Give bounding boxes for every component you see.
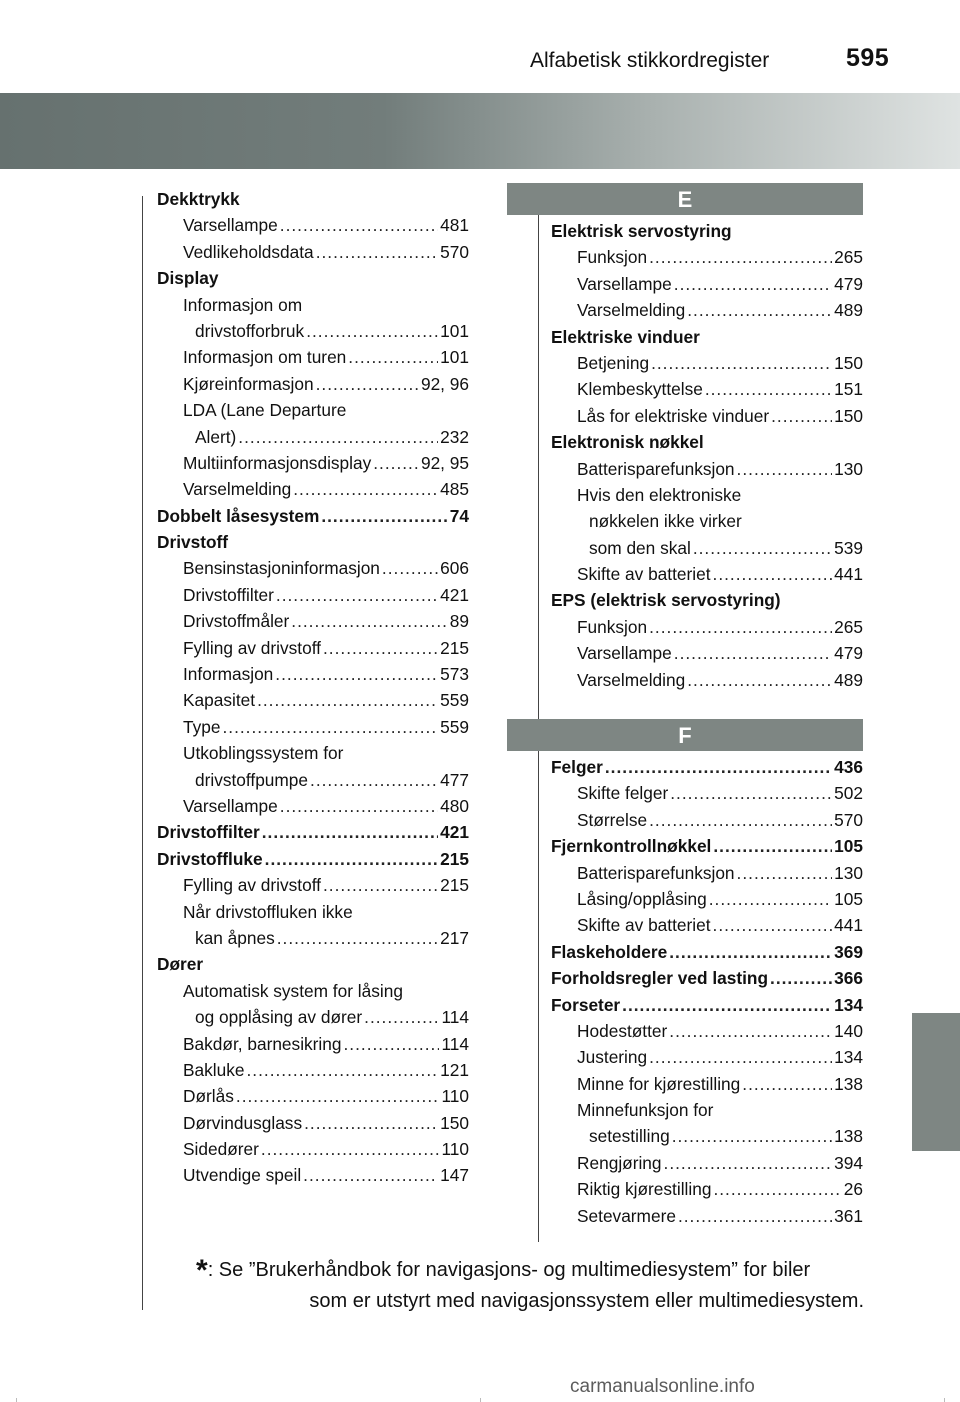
index-entry-sub bbox=[157, 555, 469, 581]
entry-label: Justering bbox=[577, 1047, 648, 1068]
index-entry-sub bbox=[157, 1031, 469, 1057]
entry-page-number: 232 bbox=[440, 426, 469, 447]
entry-page-number: 147 bbox=[440, 1165, 469, 1186]
index-entry-sub bbox=[157, 899, 469, 925]
entry-label: Felger bbox=[551, 757, 603, 777]
entry-label: Forholdsregler ved lasting bbox=[551, 968, 769, 989]
entry-label: Forseter bbox=[551, 994, 621, 1015]
index-entry-sub bbox=[157, 318, 469, 344]
dot-leader bbox=[649, 244, 832, 270]
dot-leader bbox=[276, 582, 438, 608]
entry-label: Varselmelding bbox=[183, 479, 292, 500]
index-entry-sub bbox=[157, 371, 469, 397]
entry-page-number: 573 bbox=[440, 664, 469, 685]
index-entry-sub bbox=[157, 793, 469, 819]
index-entry-main bbox=[157, 951, 469, 977]
entry-page-number: 92, 95 bbox=[420, 452, 469, 473]
entry-page-number: 138 bbox=[834, 1073, 863, 1094]
dot-leader bbox=[323, 872, 438, 898]
entry-page-number: 138 bbox=[834, 1126, 863, 1147]
entry-label: Dørvindusglass bbox=[183, 1112, 303, 1133]
index-entry-sub bbox=[551, 780, 863, 806]
entry-page-number: 480 bbox=[440, 795, 469, 816]
entry-page-number: 559 bbox=[440, 716, 469, 737]
index-entry-sub bbox=[157, 1057, 469, 1083]
entry-page-number: 441 bbox=[834, 564, 863, 585]
index-entry-main bbox=[551, 324, 863, 350]
entry-label: Fylling av drivstoff bbox=[183, 875, 321, 896]
entry-page-number: 134 bbox=[834, 994, 863, 1015]
entry-page-number: 105 bbox=[834, 888, 863, 909]
entry-page-number: 215 bbox=[440, 848, 469, 869]
dot-leader bbox=[262, 819, 438, 845]
entry-label: Rengjøring bbox=[577, 1152, 662, 1173]
entry-page-number: 369 bbox=[834, 941, 863, 962]
entry-label: drivstoffpumpe bbox=[195, 769, 309, 790]
entry-page-number: 481 bbox=[440, 215, 469, 236]
dot-leader bbox=[669, 1018, 832, 1044]
index-column-right-f bbox=[551, 754, 863, 1229]
page-number: 595 bbox=[846, 44, 890, 72]
entry-page-number: 26 bbox=[843, 1179, 863, 1200]
entry-label: Lås for elektriske vinduer bbox=[577, 405, 770, 426]
entry-label: Vedlikeholdsdata bbox=[183, 241, 314, 262]
dot-leader bbox=[674, 271, 832, 297]
entry-label: Låsing/opplåsing bbox=[577, 888, 707, 909]
index-entry-sub bbox=[551, 1018, 863, 1044]
dot-leader bbox=[246, 1057, 438, 1083]
dot-leader bbox=[238, 424, 438, 450]
index-entry-sub bbox=[551, 271, 863, 297]
entry-page-number: 215 bbox=[440, 637, 469, 658]
dot-leader bbox=[343, 1031, 439, 1057]
entry-label: Bensinstasjoninformasjon bbox=[183, 558, 380, 579]
entry-label: Klembeskyttelse bbox=[577, 379, 703, 400]
index-entry-sub bbox=[157, 872, 469, 898]
dot-leader bbox=[605, 754, 832, 780]
index-entry-sub bbox=[157, 212, 469, 238]
entry-page-number: 570 bbox=[834, 809, 863, 830]
entry-label: Drivstoffilter bbox=[157, 822, 260, 843]
index-entry-sub bbox=[551, 886, 863, 912]
entry-page-number: 570 bbox=[440, 241, 469, 262]
entry-label: Skifte felger bbox=[577, 783, 669, 804]
entry-label: og opplåsing av dører bbox=[195, 1007, 363, 1028]
entry-page-number: 436 bbox=[834, 757, 863, 777]
dot-leader bbox=[291, 608, 447, 634]
dot-leader bbox=[770, 965, 832, 991]
entry-label: Batterisparefunksjon bbox=[577, 458, 735, 479]
index-entry-sub bbox=[157, 397, 469, 423]
chapter-thumb-tab bbox=[912, 1013, 960, 1151]
index-entry-sub bbox=[157, 661, 469, 687]
dot-leader bbox=[277, 925, 438, 951]
index-entry-main bbox=[551, 587, 863, 613]
dot-leader bbox=[669, 939, 832, 965]
entry-label: drivstofforbruk bbox=[195, 320, 305, 341]
entry-label: Utkoblingssystem for bbox=[183, 743, 344, 764]
dot-leader bbox=[672, 1123, 832, 1149]
index-entry-sub bbox=[157, 1136, 469, 1162]
entry-page-number: 361 bbox=[834, 1205, 863, 1226]
index-entry-sub bbox=[157, 1110, 469, 1136]
entry-label: Type bbox=[183, 716, 221, 737]
index-entry-sub bbox=[157, 925, 469, 951]
dot-leader bbox=[649, 807, 832, 833]
entry-page-number: 74 bbox=[449, 505, 469, 526]
index-entry-sub bbox=[551, 1071, 863, 1097]
entry-label: Informasjon om turen bbox=[183, 347, 347, 368]
entry-page-number: 150 bbox=[834, 405, 863, 426]
entry-label: Dørlås bbox=[183, 1086, 234, 1107]
index-entry-main bbox=[551, 754, 863, 780]
dot-leader bbox=[321, 503, 447, 529]
entry-label: Hodestøtter bbox=[577, 1020, 668, 1041]
index-entry-sub bbox=[551, 244, 863, 270]
dot-leader bbox=[687, 667, 832, 693]
entry-label: Størrelse bbox=[577, 809, 648, 830]
dot-leader bbox=[323, 635, 438, 661]
entry-label: Når drivstoffluken ikke bbox=[183, 901, 353, 922]
index-entry-sub bbox=[551, 297, 863, 323]
dot-leader bbox=[348, 344, 438, 370]
entry-label: Informasjon om bbox=[183, 294, 303, 315]
entry-label: Varsellampe bbox=[577, 273, 672, 294]
entry-label: Sidedører bbox=[183, 1139, 259, 1160]
entry-label: Drivstoffilter bbox=[183, 584, 274, 605]
index-entry-main bbox=[551, 939, 863, 965]
entry-label: Hvis den elektroniske bbox=[577, 484, 742, 505]
dot-leader bbox=[649, 614, 832, 640]
dot-leader bbox=[709, 886, 832, 912]
dot-leader bbox=[316, 371, 419, 397]
index-entry-sub bbox=[551, 860, 863, 886]
entry-label: Automatisk system for låsing bbox=[183, 980, 403, 1001]
dot-leader bbox=[316, 239, 438, 265]
entry-label: Bakluke bbox=[183, 1059, 245, 1080]
index-entry-sub bbox=[551, 508, 863, 534]
dot-leader bbox=[382, 555, 438, 581]
dot-leader bbox=[293, 476, 438, 502]
entry-label: Utvendige speil bbox=[183, 1165, 302, 1186]
entry-label: Elektronisk nøkkel bbox=[551, 432, 704, 453]
entry-page-number: 105 bbox=[834, 836, 863, 857]
watermark: carmanualsonline.info bbox=[570, 1376, 755, 1397]
entry-label: Elektriske vinduer bbox=[551, 326, 700, 347]
index-entry-sub bbox=[551, 1123, 863, 1149]
entry-label: Elektrisk servostyring bbox=[551, 221, 732, 241]
dot-leader bbox=[280, 212, 438, 238]
entry-label: Riktig kjørestilling bbox=[577, 1179, 712, 1200]
index-entry-sub bbox=[551, 535, 863, 561]
entry-label: Varsellampe bbox=[577, 643, 672, 664]
index-entry-main bbox=[551, 833, 863, 859]
entry-page-number: 110 bbox=[441, 1086, 469, 1107]
index-entry-sub bbox=[157, 978, 469, 1004]
dot-leader bbox=[771, 403, 832, 429]
entry-label: Dobbelt låsesystem bbox=[157, 505, 320, 526]
footnote bbox=[196, 1255, 864, 1317]
dot-leader bbox=[742, 1071, 832, 1097]
index-entry-sub bbox=[157, 608, 469, 634]
index-entry-sub bbox=[551, 614, 863, 640]
entry-label: som den skal bbox=[589, 537, 691, 558]
entry-page-number: 421 bbox=[440, 584, 469, 605]
header-band bbox=[0, 93, 960, 169]
dot-leader bbox=[275, 661, 438, 687]
index-entry-sub bbox=[157, 292, 469, 318]
entry-label: Multiinformasjonsdisplay bbox=[183, 452, 372, 473]
index-column-left bbox=[157, 186, 469, 1189]
index-entry-sub bbox=[551, 640, 863, 666]
entry-label: Alert) bbox=[195, 426, 237, 447]
entry-label: Setevarmere bbox=[577, 1205, 676, 1226]
dot-leader bbox=[737, 456, 833, 482]
dot-leader bbox=[713, 561, 833, 587]
entry-page-number: 366 bbox=[834, 968, 863, 989]
entry-label: Kapasitet bbox=[183, 690, 256, 711]
dot-leader bbox=[674, 640, 832, 666]
dot-leader bbox=[713, 833, 832, 859]
crop-mark bbox=[944, 1398, 945, 1402]
entry-label: Skifte av batteriet bbox=[577, 564, 711, 585]
index-entry-main bbox=[551, 992, 863, 1018]
entry-label: Betjening bbox=[577, 352, 650, 373]
letter-heading-e: E bbox=[507, 183, 863, 215]
entry-label: Minnefunksjon for bbox=[577, 1100, 714, 1121]
dot-leader bbox=[622, 992, 832, 1018]
dot-leader bbox=[257, 687, 438, 713]
dot-leader bbox=[670, 780, 832, 806]
dot-leader bbox=[713, 1176, 841, 1202]
dot-leader bbox=[236, 1083, 440, 1109]
dot-leader bbox=[651, 350, 832, 376]
entry-label: Fjernkontrollnøkkel bbox=[551, 836, 712, 857]
entry-label: Kjøreinformasjon bbox=[183, 373, 314, 394]
index-entry-sub bbox=[157, 714, 469, 740]
index-entry-sub bbox=[157, 582, 469, 608]
entry-label: Varsellampe bbox=[183, 215, 278, 236]
entry-label: EPS (elektrisk servostyring) bbox=[551, 590, 781, 611]
index-entry-sub bbox=[551, 1203, 863, 1229]
dot-leader bbox=[310, 767, 438, 793]
entry-page-number: 130 bbox=[834, 862, 863, 883]
dot-leader bbox=[713, 912, 833, 938]
dot-leader bbox=[265, 846, 439, 872]
index-entry-sub bbox=[157, 476, 469, 502]
entry-label: Display bbox=[157, 268, 219, 289]
footnote-line-1: : Se ”Brukerhåndbok for navigasjons- og multimediesystem” for biler bbox=[207, 1259, 811, 1281]
index-entry-sub bbox=[157, 1004, 469, 1030]
entry-page-number: 479 bbox=[834, 273, 863, 294]
index-entry-main bbox=[157, 529, 469, 555]
entry-label: Drivstoff bbox=[157, 532, 229, 553]
entry-page-number: 265 bbox=[834, 247, 863, 268]
dot-leader bbox=[664, 1150, 833, 1176]
index-entry-sub bbox=[157, 740, 469, 766]
entry-label: LDA (Lane Departure bbox=[183, 400, 347, 421]
index-entry-sub bbox=[551, 1176, 863, 1202]
entry-page-number: 150 bbox=[834, 352, 863, 373]
entry-page-number: 559 bbox=[440, 690, 469, 711]
dot-leader bbox=[705, 376, 832, 402]
entry-page-number: 421 bbox=[440, 822, 469, 843]
entry-page-number: 130 bbox=[834, 458, 863, 479]
entry-page-number: 394 bbox=[834, 1152, 863, 1173]
entry-label: Bakdør, barnesikring bbox=[183, 1033, 342, 1054]
dot-leader bbox=[678, 1203, 832, 1229]
index-entry-sub bbox=[551, 1044, 863, 1070]
dot-leader bbox=[364, 1004, 439, 1030]
footnote-marker: * bbox=[196, 1254, 208, 1287]
entry-page-number: 114 bbox=[441, 1033, 469, 1054]
entry-label: Drivstoffmåler bbox=[183, 611, 290, 632]
index-entry-main bbox=[157, 503, 469, 529]
index-entry-sub bbox=[551, 403, 863, 429]
entry-label: kan åpnes bbox=[195, 927, 275, 948]
entry-page-number: 151 bbox=[834, 379, 863, 400]
index-entry-sub bbox=[551, 561, 863, 587]
entry-label: nøkkelen ikke virker bbox=[589, 511, 742, 532]
entry-label: Dører bbox=[157, 954, 204, 975]
entry-label: Varselmelding bbox=[577, 300, 686, 321]
entry-page-number: 114 bbox=[441, 1007, 469, 1028]
index-entry-sub bbox=[157, 635, 469, 661]
entry-label: Funksjon bbox=[577, 616, 648, 637]
entry-label: Varselmelding bbox=[577, 669, 686, 690]
entry-label: Drivstoffluke bbox=[157, 848, 263, 869]
index-entry-sub bbox=[157, 424, 469, 450]
entry-label: Skifte av batteriet bbox=[577, 915, 711, 936]
index-entry-sub bbox=[157, 1162, 469, 1188]
left-column-rule bbox=[142, 196, 143, 1310]
entry-page-number: 606 bbox=[440, 558, 469, 579]
index-entry-sub bbox=[551, 912, 863, 938]
entry-label: Minne for kjørestilling bbox=[577, 1073, 741, 1094]
dot-leader bbox=[261, 1136, 440, 1162]
dot-leader bbox=[649, 1044, 832, 1070]
entry-page-number: 479 bbox=[834, 643, 863, 664]
entry-page-number: 140 bbox=[834, 1020, 863, 1041]
entry-page-number: 217 bbox=[440, 927, 469, 948]
index-entry-sub bbox=[157, 239, 469, 265]
entry-page-number: 265 bbox=[834, 616, 863, 637]
entry-page-number: 134 bbox=[834, 1047, 863, 1068]
entry-label: Funksjon bbox=[577, 247, 648, 268]
index-entry-sub bbox=[157, 687, 469, 713]
entry-page-number: 110 bbox=[441, 1139, 469, 1160]
entry-label: Flaskeholdere bbox=[551, 941, 668, 962]
entry-page-number: 92, 96 bbox=[420, 373, 469, 394]
dot-leader bbox=[373, 450, 419, 476]
dot-leader bbox=[693, 535, 832, 561]
index-entry-sub bbox=[551, 376, 863, 402]
entry-page-number: 502 bbox=[834, 783, 863, 804]
entry-page-number: 539 bbox=[834, 537, 863, 558]
index-entry-sub bbox=[551, 1097, 863, 1123]
entry-page-number: 477 bbox=[440, 769, 469, 790]
entry-page-number: 485 bbox=[440, 479, 469, 500]
index-entry-sub bbox=[551, 667, 863, 693]
entry-page-number: 121 bbox=[440, 1059, 469, 1080]
entry-label: Informasjon bbox=[183, 664, 274, 685]
section-title: Alfabetisk stikkordregister bbox=[530, 49, 770, 72]
entry-page-number: 101 bbox=[440, 347, 469, 368]
entry-page-number: 89 bbox=[449, 611, 469, 632]
dot-leader bbox=[280, 793, 438, 819]
entry-label: Varsellampe bbox=[183, 795, 278, 816]
entry-label: setestilling bbox=[589, 1126, 670, 1147]
index-entry-sub bbox=[551, 807, 863, 833]
crop-mark bbox=[16, 1398, 17, 1402]
entry-page-number: 489 bbox=[834, 669, 863, 690]
index-entry-main bbox=[157, 819, 469, 845]
index-entry-main bbox=[551, 429, 863, 455]
index-entry-sub bbox=[551, 1150, 863, 1176]
entry-page-number: 101 bbox=[440, 320, 469, 341]
index-column-right-e bbox=[551, 218, 863, 693]
dot-leader bbox=[304, 1110, 438, 1136]
index-entry-sub bbox=[157, 344, 469, 370]
index-entry-sub bbox=[551, 456, 863, 482]
index-entry-main bbox=[551, 218, 863, 244]
index-entry-main bbox=[157, 265, 469, 291]
index-entry-sub bbox=[551, 350, 863, 376]
entry-label: Fylling av drivstoff bbox=[183, 637, 321, 658]
entry-page-number: 150 bbox=[440, 1112, 469, 1133]
entry-page-number: 215 bbox=[440, 875, 469, 896]
entry-page-number: 441 bbox=[834, 915, 863, 936]
footnote-line-2: som er utstyrt med navigasjonssystem eller multimediesystem. bbox=[309, 1290, 864, 1312]
letter-heading-f: F bbox=[507, 719, 863, 751]
index-entry-sub bbox=[157, 450, 469, 476]
entry-label: Batterisparefunksjon bbox=[577, 862, 735, 883]
index-entry-sub bbox=[157, 1083, 469, 1109]
dot-leader bbox=[303, 1162, 438, 1188]
dot-leader bbox=[222, 714, 438, 740]
entry-label: Dekktrykk bbox=[157, 189, 240, 209]
index-entry-sub bbox=[157, 767, 469, 793]
dot-leader bbox=[687, 297, 832, 323]
index-entry-main bbox=[157, 186, 469, 212]
crop-mark bbox=[480, 1398, 481, 1402]
dot-leader bbox=[737, 860, 833, 886]
dot-leader bbox=[306, 318, 438, 344]
index-entry-main bbox=[551, 965, 863, 991]
index-entry-sub bbox=[551, 482, 863, 508]
entry-page-number: 489 bbox=[834, 300, 863, 321]
index-entry-main bbox=[157, 846, 469, 872]
